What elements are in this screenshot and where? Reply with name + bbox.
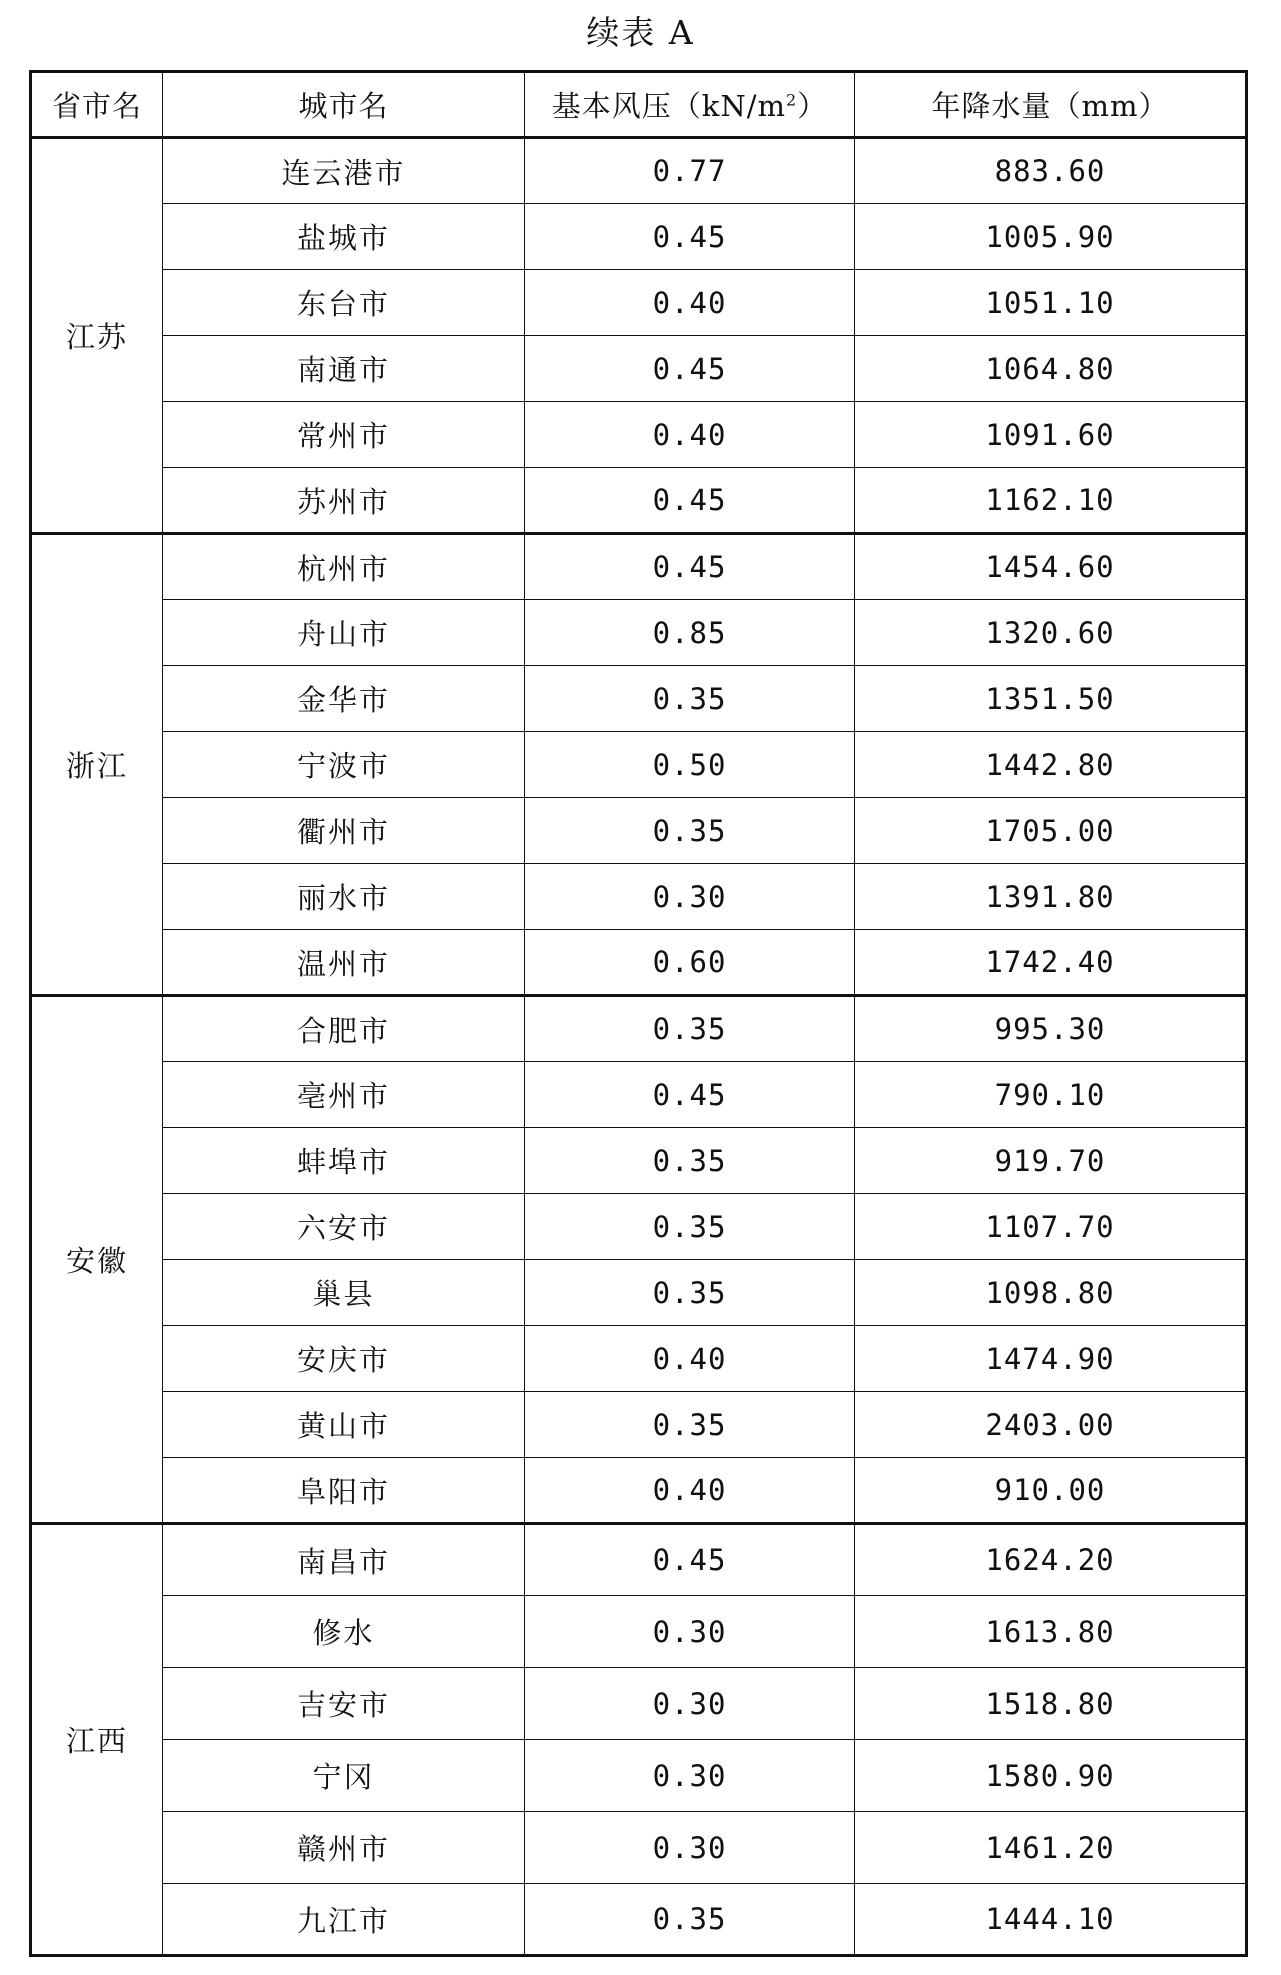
city-cell: 常州市 [163, 402, 525, 468]
city-cell: 九江市 [163, 1884, 525, 1956]
header-city: 城市名 [163, 72, 525, 138]
wind-pressure-cell: 0.30 [525, 1812, 855, 1884]
rainfall-cell: 1580.90 [855, 1740, 1247, 1812]
rainfall-cell: 1613.80 [855, 1596, 1247, 1668]
city-cell: 温州市 [163, 930, 525, 996]
wind-pressure-cell: 0.40 [525, 1458, 855, 1524]
wind-pressure-cell: 0.85 [525, 600, 855, 666]
rainfall-cell: 1051.10 [855, 270, 1247, 336]
city-cell: 南通市 [163, 336, 525, 402]
table-row [31, 1740, 1247, 1812]
city-cell: 宁波市 [163, 732, 525, 798]
table-row [31, 798, 1247, 864]
city-cell: 蚌埠市 [163, 1128, 525, 1194]
rainfall-cell: 1098.80 [855, 1260, 1247, 1326]
rainfall-cell: 883.60 [855, 138, 1247, 204]
header-wind-pressure [525, 72, 855, 138]
rainfall-cell: 995.30 [855, 996, 1247, 1062]
city-cell: 杭州市 [163, 534, 525, 600]
city-cell: 阜阳市 [163, 1458, 525, 1524]
table-row [31, 666, 1247, 732]
wind-pressure-cell: 0.77 [525, 138, 855, 204]
table-row [31, 1668, 1247, 1740]
wind-pressure-cell: 0.35 [525, 1194, 855, 1260]
table-row [31, 1392, 1247, 1458]
wind-pressure-cell: 0.30 [525, 864, 855, 930]
table-row [31, 1812, 1247, 1884]
city-cell: 六安市 [163, 1194, 525, 1260]
rainfall-cell: 1107.70 [855, 1194, 1247, 1260]
rainfall-cell: 1454.60 [855, 534, 1247, 600]
city-cell: 连云港市 [163, 138, 525, 204]
province-cell-jiangsu: 江苏 [31, 138, 163, 534]
table-row [31, 600, 1247, 666]
rainfall-cell: 1064.80 [855, 336, 1247, 402]
table-row [31, 1524, 1247, 1596]
table-row [31, 1458, 1247, 1524]
rainfall-cell: 1162.10 [855, 468, 1247, 534]
rainfall-cell: 1444.10 [855, 1884, 1247, 1956]
table-row [31, 1194, 1247, 1260]
city-cell: 东台市 [163, 270, 525, 336]
table-row [31, 336, 1247, 402]
header-wind-pressure-close: ） [797, 89, 828, 123]
city-cell: 丽水市 [163, 864, 525, 930]
city-cell: 衢州市 [163, 798, 525, 864]
wind-pressure-cell: 0.45 [525, 1524, 855, 1596]
rainfall-cell: 1705.00 [855, 798, 1247, 864]
province-cell-zhejiang: 浙江 [31, 534, 163, 996]
rainfall-cell: 790.10 [855, 1062, 1247, 1128]
table-row [31, 1884, 1247, 1956]
rainfall-cell: 2403.00 [855, 1392, 1247, 1458]
header-rainfall: 年降水量（mm） [855, 72, 1247, 138]
wind-pressure-cell: 0.45 [525, 534, 855, 600]
wind-pressure-cell: 0.35 [525, 1260, 855, 1326]
table-row [31, 1128, 1247, 1194]
table-row [31, 468, 1247, 534]
wind-pressure-cell: 0.45 [525, 468, 855, 534]
table-caption: 续表 A [586, 13, 695, 52]
rainfall-cell: 1461.20 [855, 1812, 1247, 1884]
table-row [31, 204, 1247, 270]
table-row [31, 1062, 1247, 1128]
wind-pressure-cell: 0.60 [525, 930, 855, 996]
city-cell: 合肥市 [163, 996, 525, 1062]
rainfall-cell: 1351.50 [855, 666, 1247, 732]
city-cell: 巢县 [163, 1260, 525, 1326]
city-cell: 舟山市 [163, 600, 525, 666]
wind-pressure-cell: 0.35 [525, 996, 855, 1062]
province-cell-jiangxi: 江西 [31, 1524, 163, 1956]
city-cell: 黄山市 [163, 1392, 525, 1458]
wind-pressure-cell: 0.30 [525, 1596, 855, 1668]
table-row [31, 402, 1247, 468]
rainfall-cell: 1391.80 [855, 864, 1247, 930]
rainfall-cell: 1005.90 [855, 204, 1247, 270]
wind-pressure-cell: 0.45 [525, 336, 855, 402]
table-row [31, 996, 1247, 1062]
wind-pressure-cell: 0.40 [525, 1326, 855, 1392]
table-row [31, 1326, 1247, 1392]
city-cell: 宁冈 [163, 1740, 525, 1812]
city-cell: 修水 [163, 1596, 525, 1668]
wind-pressure-cell: 0.35 [525, 798, 855, 864]
table-row [31, 930, 1247, 996]
rainfall-cell: 1742.40 [855, 930, 1247, 996]
table-row [31, 534, 1247, 600]
province-cell-anhui: 安徽 [31, 996, 163, 1524]
wind-pressure-cell: 0.30 [525, 1668, 855, 1740]
header-row [31, 72, 1247, 138]
wind-pressure-cell: 0.45 [525, 204, 855, 270]
header-wind-pressure-label: 基本风压（kN/m [551, 89, 786, 123]
rainfall-cell: 910.00 [855, 1458, 1247, 1524]
wind-pressure-cell: 0.40 [525, 270, 855, 336]
city-cell: 赣州市 [163, 1812, 525, 1884]
city-cell: 吉安市 [163, 1668, 525, 1740]
rainfall-cell: 1320.60 [855, 600, 1247, 666]
wind-pressure-cell: 0.35 [525, 1128, 855, 1194]
table-row [31, 1596, 1247, 1668]
data-table [29, 70, 1248, 1957]
rainfall-cell: 919.70 [855, 1128, 1247, 1194]
rainfall-cell: 1442.80 [855, 732, 1247, 798]
table-row [31, 864, 1247, 930]
table-row [31, 270, 1247, 336]
wind-pressure-cell: 0.35 [525, 666, 855, 732]
rainfall-cell: 1518.80 [855, 1668, 1247, 1740]
city-cell: 苏州市 [163, 468, 525, 534]
wind-pressure-cell: 0.35 [525, 1392, 855, 1458]
city-cell: 安庆市 [163, 1326, 525, 1392]
city-cell: 南昌市 [163, 1524, 525, 1596]
wind-pressure-cell: 0.50 [525, 732, 855, 798]
header-province: 省市名 [31, 72, 163, 138]
wind-pressure-cell: 0.40 [525, 402, 855, 468]
wind-pressure-cell: 0.30 [525, 1740, 855, 1812]
header-wind-pressure-superscript: 2 [786, 90, 798, 110]
table-row [31, 1260, 1247, 1326]
table-row [31, 138, 1247, 204]
city-cell: 金华市 [163, 666, 525, 732]
wind-pressure-cell: 0.35 [525, 1884, 855, 1956]
city-cell: 盐城市 [163, 204, 525, 270]
rainfall-cell: 1624.20 [855, 1524, 1247, 1596]
city-cell: 亳州市 [163, 1062, 525, 1128]
table-row [31, 732, 1247, 798]
rainfall-cell: 1091.60 [855, 402, 1247, 468]
rainfall-cell: 1474.90 [855, 1326, 1247, 1392]
wind-pressure-cell: 0.45 [525, 1062, 855, 1128]
